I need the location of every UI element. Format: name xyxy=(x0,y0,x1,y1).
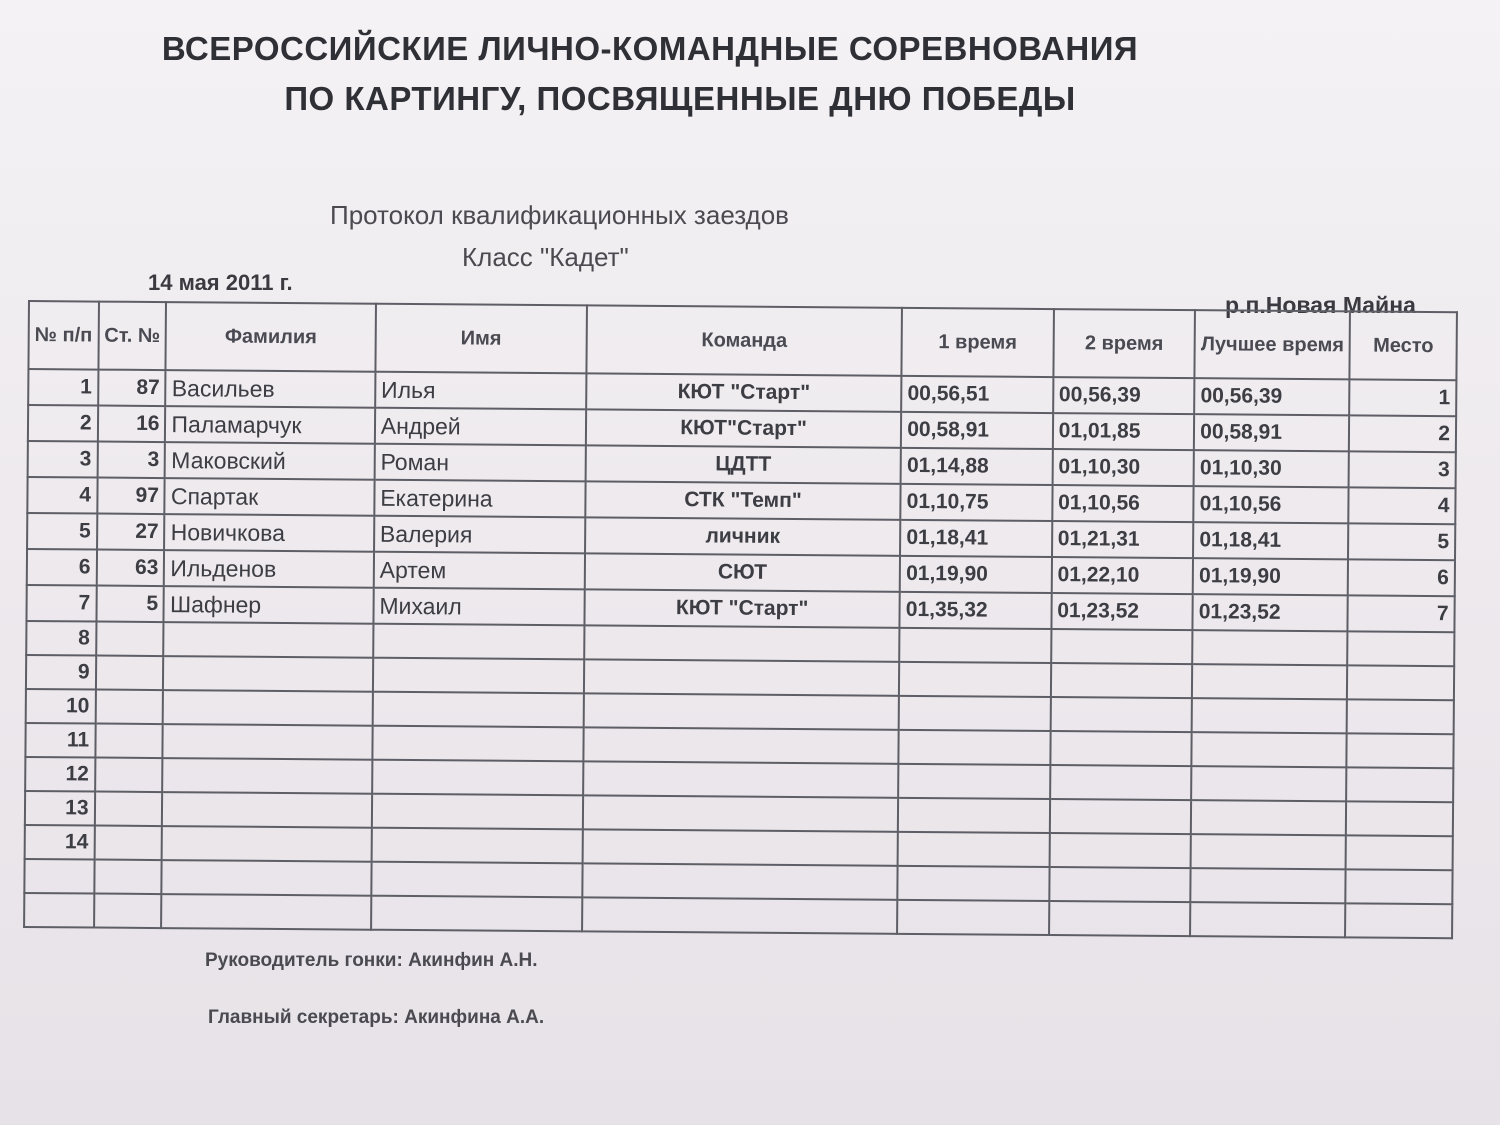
cell-team: ЦДТТ xyxy=(586,445,902,483)
cell-name: Андрей xyxy=(375,408,586,446)
cell-team: КЮТ "Старт" xyxy=(584,589,900,627)
cell-name: Екатерина xyxy=(374,480,585,518)
cell-time2: 01,01,85 xyxy=(1053,413,1195,450)
cell-place: 7 xyxy=(1348,595,1455,632)
cell-time2: 01,21,31 xyxy=(1052,521,1194,558)
cell-place: 6 xyxy=(1348,559,1455,596)
cell-num: 3 xyxy=(28,441,98,478)
table-header-row xyxy=(28,301,1456,380)
cell-name: Артем xyxy=(374,552,585,590)
cell-num: 12 xyxy=(25,757,95,792)
header-best-time: Лучшее время xyxy=(1195,310,1351,379)
competition-title-line1: ВСЕРОССИЙСКИЕ ЛИЧНО-КОМАНДНЫЕ СОРЕВНОВАНИЯ xyxy=(161,30,1139,67)
cell-num: 4 xyxy=(27,477,97,514)
cell-best-time: 01,18,41 xyxy=(1193,522,1348,559)
cell-num: 1 xyxy=(28,369,98,406)
protocol-title: Протокол квалификационных заездов xyxy=(330,200,789,230)
cell-num: 11 xyxy=(25,723,95,758)
event-date: 14 мая 2011 г. xyxy=(148,270,293,295)
cell-num: 5 xyxy=(27,513,97,550)
header-num: № п/п xyxy=(28,301,98,370)
cell-place: 4 xyxy=(1349,487,1456,524)
cell-num: 6 xyxy=(27,549,97,586)
cell-surname: Паламарчук xyxy=(165,406,375,444)
cell-surname: Ильденов xyxy=(164,550,374,588)
cell-time1: 00,56,51 xyxy=(901,376,1053,413)
cell-best-time: 01,19,90 xyxy=(1193,558,1348,595)
event-place: р.п.Новая Майна xyxy=(1225,292,1416,318)
cell-start-number: 87 xyxy=(98,370,166,407)
race-director: Руководитель гонки: Акинфин А.Н. xyxy=(205,950,538,971)
cell-start-number: 27 xyxy=(97,514,165,551)
competition-title-line2: ПО КАРТИНГУ, ПОСВЯЩЕННЫЕ ДНЮ ПОБЕДЫ xyxy=(284,80,1076,117)
cell-time2: 01,10,30 xyxy=(1052,449,1194,486)
cell-best-time: 00,58,91 xyxy=(1194,414,1349,451)
cell-surname: Шафнер xyxy=(164,586,374,624)
cell-time1: 01,19,90 xyxy=(900,556,1052,593)
cell-time1: 01,35,32 xyxy=(900,592,1052,629)
cell-time2: 00,56,39 xyxy=(1053,377,1195,414)
header-time2: 2 время xyxy=(1053,309,1195,378)
cell-best-time: 01,23,52 xyxy=(1193,594,1348,631)
cell-place: 1 xyxy=(1349,379,1456,416)
class-title: Класс "Кадет" xyxy=(462,242,629,272)
cell-start-number: 16 xyxy=(97,406,165,443)
cell-name: Илья xyxy=(375,372,586,410)
cell-best-time: 01,10,56 xyxy=(1194,486,1349,523)
header-start-number: Ст. № xyxy=(98,302,166,371)
cell-time1: 01,14,88 xyxy=(901,448,1053,485)
cell-surname: Васильев xyxy=(166,370,376,408)
cell-name: Роман xyxy=(374,444,585,482)
header-place: Место xyxy=(1350,311,1457,380)
cell-start-number: 97 xyxy=(97,478,165,515)
chief-secretary: Главный секретарь: Акинфина А.А. xyxy=(208,1007,545,1028)
cell-num: 8 xyxy=(26,621,96,656)
cell-time1: 01,18,41 xyxy=(900,520,1052,557)
header-surname: Фамилия xyxy=(166,302,376,372)
cell-time2: 01,10,56 xyxy=(1052,485,1194,522)
cell-name: Михаил xyxy=(373,588,584,626)
cell-start-number: 63 xyxy=(96,550,164,587)
cell-time2: 01,23,52 xyxy=(1051,593,1193,630)
cell-team: СТК "Темп" xyxy=(585,481,901,519)
cell-time2: 01,22,10 xyxy=(1051,557,1193,594)
cell-team: КЮТ"Старт" xyxy=(586,409,902,447)
cell-team: личник xyxy=(585,517,901,555)
cell-place: 5 xyxy=(1348,523,1455,560)
cell-best-time: 00,56,39 xyxy=(1194,378,1349,415)
cell-place: 3 xyxy=(1349,451,1456,488)
results-table xyxy=(23,300,1458,939)
cell-start-number: 3 xyxy=(97,442,165,479)
cell-num: 7 xyxy=(26,585,96,622)
cell-time1: 00,58,91 xyxy=(901,412,1053,449)
cell-num: 13 xyxy=(25,791,95,826)
cell-surname: Маковский xyxy=(165,442,375,480)
cell-num: 10 xyxy=(26,689,96,724)
cell-num: 14 xyxy=(25,825,95,860)
header-team: Команда xyxy=(586,305,902,375)
cell-surname: Спартак xyxy=(165,478,375,516)
cell-num xyxy=(24,893,94,928)
header-name: Имя xyxy=(375,304,587,374)
cell-num xyxy=(24,859,94,894)
cell-surname: Новичкова xyxy=(165,514,375,552)
cell-best-time: 01,10,30 xyxy=(1194,450,1349,487)
cell-team: КЮТ "Старт" xyxy=(586,373,902,411)
cell-num: 2 xyxy=(28,405,98,442)
header-time1: 1 время xyxy=(902,308,1054,377)
cell-team: СЮТ xyxy=(585,553,901,591)
cell-start-number: 5 xyxy=(96,586,164,623)
cell-time1: 01,10,75 xyxy=(901,484,1053,521)
cell-name: Валерия xyxy=(374,516,585,554)
cell-place: 2 xyxy=(1349,415,1456,452)
cell-num: 9 xyxy=(26,655,96,690)
